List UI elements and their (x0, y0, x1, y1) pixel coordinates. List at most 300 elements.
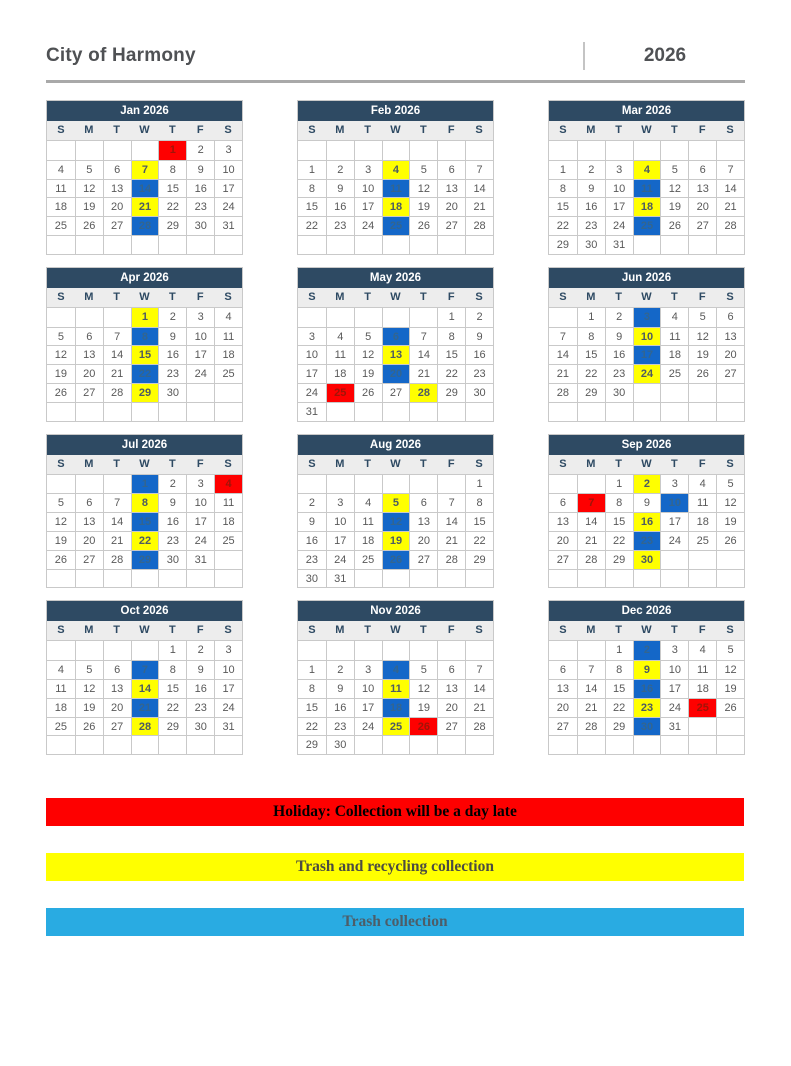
day-cell: 12 (688, 327, 716, 346)
day-cell: 23 (298, 550, 326, 569)
day-cell: 27 (75, 550, 103, 569)
day-cell: 1 (465, 475, 493, 494)
day-cell: 15 (577, 345, 605, 364)
day-cell: 25 (47, 717, 75, 736)
day-cell-empty (47, 569, 75, 588)
day-cell: 13 (716, 327, 744, 346)
weekday-label: S (308, 290, 316, 303)
day-cell-empty (326, 235, 354, 254)
day-cell: 9 (633, 493, 661, 512)
day-cell-empty (103, 235, 131, 254)
day-cell: 11 (326, 345, 354, 364)
day-cell-empty (716, 569, 744, 588)
day-cell: 24 (354, 216, 382, 235)
day-cell-empty (158, 235, 186, 254)
day-cell: 30 (186, 717, 214, 736)
weekday-label: S (475, 624, 483, 637)
day-cell-empty (75, 475, 103, 494)
day-cell: 3 (298, 327, 326, 346)
day-cell: 26 (688, 364, 716, 383)
weekday-label: T (113, 457, 120, 470)
day-cell-empty (214, 235, 242, 254)
weekday-label: S (475, 290, 483, 303)
weekday-label: T (615, 457, 622, 470)
day-cell: 18 (688, 512, 716, 531)
day-cell: 17 (214, 179, 242, 198)
day-cell: 12 (47, 512, 75, 531)
day-cell-empty (409, 569, 437, 588)
day-cell: 15 (158, 179, 186, 198)
day-cell-empty (103, 735, 131, 754)
day-cell: 18 (47, 197, 75, 216)
day-cell: 24 (354, 717, 382, 736)
day-trash: 26 (382, 550, 410, 569)
day-cell: 15 (437, 345, 465, 364)
day-cell: 10 (214, 660, 242, 679)
day-cell: 13 (103, 679, 131, 698)
day-cell: 13 (549, 512, 577, 531)
weekday-label: F (447, 290, 455, 303)
day-cell-empty (409, 141, 437, 160)
day-cell: 22 (605, 531, 633, 550)
day-cell: 2 (326, 160, 354, 179)
day-trash: 14 (131, 179, 159, 198)
day-cell: 8 (605, 493, 633, 512)
day-holiday: 4 (214, 475, 242, 494)
day-cell: 25 (660, 364, 688, 383)
day-grid (47, 641, 242, 754)
month-jul-2026 (46, 434, 243, 589)
weekday-label: S (726, 624, 734, 637)
day-cell: 30 (577, 235, 605, 254)
day-cell-empty (47, 641, 75, 660)
day-cell: 11 (688, 660, 716, 679)
weekday-label: S (57, 624, 65, 637)
day-cell: 1 (605, 475, 633, 494)
day-cell: 15 (465, 512, 493, 531)
day-cell-empty (660, 569, 688, 588)
weekday-label: T (113, 290, 120, 303)
year-label: 2026 (643, 45, 687, 66)
month-feb-2026 (297, 100, 494, 255)
day-cell-empty (382, 235, 410, 254)
day-holiday: 25 (688, 698, 716, 717)
day-trash: 11 (633, 179, 661, 198)
day-cell: 10 (214, 160, 242, 179)
day-cell: 15 (298, 197, 326, 216)
day-cell: 3 (186, 475, 214, 494)
day-cell: 13 (437, 179, 465, 198)
weekday-row (549, 288, 744, 308)
day-trash-recycling: 28 (131, 717, 159, 736)
day-cell-empty (131, 641, 159, 660)
weekday-label: W (390, 457, 401, 470)
day-cell: 8 (298, 179, 326, 198)
day-cell: 26 (660, 216, 688, 235)
day-cell-empty (465, 402, 493, 421)
day-cell: 9 (605, 327, 633, 346)
day-cell: 1 (298, 660, 326, 679)
day-cell: 2 (186, 641, 214, 660)
day-cell: 23 (158, 364, 186, 383)
month-title: Oct 2026 (47, 601, 242, 621)
day-cell: 15 (605, 679, 633, 698)
day-cell-empty (437, 569, 465, 588)
day-cell: 28 (549, 383, 577, 402)
day-cell-empty (660, 735, 688, 754)
day-cell: 22 (605, 698, 633, 717)
day-trash-recycling: 7 (131, 160, 159, 179)
weekday-label: S (726, 290, 734, 303)
day-cell: 27 (549, 717, 577, 736)
day-cell-empty (716, 735, 744, 754)
weekday-label: F (196, 457, 204, 470)
day-cell-empty (605, 402, 633, 421)
day-cell: 7 (465, 160, 493, 179)
day-cell: 4 (47, 160, 75, 179)
day-cell: 31 (214, 717, 242, 736)
day-cell-empty (409, 235, 437, 254)
day-cell: 28 (465, 717, 493, 736)
day-cell-empty (186, 383, 214, 402)
day-cell-empty (186, 402, 214, 421)
day-cell: 15 (158, 679, 186, 698)
day-cell-empty (633, 402, 661, 421)
day-cell: 8 (577, 327, 605, 346)
day-trash-recycling: 9 (633, 660, 661, 679)
day-cell: 27 (716, 364, 744, 383)
day-cell: 1 (437, 308, 465, 327)
day-cell-empty (437, 475, 465, 494)
day-cell-empty (186, 735, 214, 754)
day-cell: 29 (158, 216, 186, 235)
day-cell: 27 (103, 216, 131, 235)
day-cell-empty (633, 141, 661, 160)
day-cell-empty (633, 735, 661, 754)
day-cell: 18 (214, 512, 242, 531)
month-apr-2026 (46, 267, 243, 422)
day-cell: 13 (688, 179, 716, 198)
day-grid (47, 475, 242, 588)
day-cell-empty (688, 550, 716, 569)
day-cell: 9 (577, 179, 605, 198)
month-title: Nov 2026 (298, 601, 493, 621)
weekday-label: F (698, 290, 706, 303)
day-cell: 6 (75, 493, 103, 512)
day-cell: 1 (549, 160, 577, 179)
day-cell: 14 (465, 179, 493, 198)
day-cell-empty (688, 569, 716, 588)
day-grid (549, 308, 744, 421)
weekday-label: S (726, 457, 734, 470)
day-cell: 5 (660, 160, 688, 179)
weekday-label: M (335, 124, 345, 136)
day-cell: 12 (75, 179, 103, 198)
day-cell-empty (354, 141, 382, 160)
day-cell: 19 (47, 364, 75, 383)
day-cell: 9 (326, 679, 354, 698)
month-mar-2026 (548, 100, 745, 255)
day-cell: 28 (103, 550, 131, 569)
day-cell: 18 (214, 345, 242, 364)
day-cell: 18 (354, 531, 382, 550)
day-cell: 18 (47, 698, 75, 717)
day-trash-recycling: 24 (633, 364, 661, 383)
day-cell: 19 (716, 512, 744, 531)
day-cell-empty (354, 402, 382, 421)
day-cell: 17 (660, 512, 688, 531)
day-cell-empty (688, 235, 716, 254)
day-cell-empty (326, 641, 354, 660)
day-cell: 18 (660, 345, 688, 364)
day-cell: 10 (660, 660, 688, 679)
weekday-label: F (447, 124, 455, 136)
weekday-label: S (57, 290, 65, 303)
day-cell-empty (47, 235, 75, 254)
day-cell: 26 (716, 698, 744, 717)
weekday-label: W (390, 290, 401, 303)
day-trash: 3 (633, 308, 661, 327)
day-cell-empty (577, 735, 605, 754)
day-grid (549, 475, 744, 588)
day-cell: 7 (409, 327, 437, 346)
day-trash: 12 (382, 512, 410, 531)
day-cell-empty (47, 735, 75, 754)
day-cell: 25 (354, 550, 382, 569)
month-title: Jun 2026 (549, 268, 744, 288)
day-cell: 17 (354, 698, 382, 717)
weekday-label: W (139, 290, 150, 303)
day-cell-empty (382, 402, 410, 421)
day-cell: 20 (437, 197, 465, 216)
day-cell: 11 (47, 179, 75, 198)
day-cell-empty (382, 569, 410, 588)
day-trash: 20 (382, 364, 410, 383)
day-cell: 4 (326, 327, 354, 346)
day-cell-empty (577, 475, 605, 494)
day-cell-empty (354, 475, 382, 494)
day-cell: 17 (326, 531, 354, 550)
month-title: Jan 2026 (47, 101, 242, 121)
day-cell-empty (103, 569, 131, 588)
month-may-2026 (297, 267, 494, 422)
day-cell: 20 (549, 698, 577, 717)
day-cell: 16 (186, 179, 214, 198)
day-cell-empty (298, 641, 326, 660)
day-trash: 28 (131, 216, 159, 235)
day-cell: 30 (186, 216, 214, 235)
day-cell-empty (633, 235, 661, 254)
weekday-label: S (308, 457, 316, 470)
day-cell: 19 (409, 197, 437, 216)
weekday-label: T (168, 624, 176, 637)
day-grid (298, 141, 493, 254)
day-cell: 6 (437, 660, 465, 679)
day-cell: 5 (409, 660, 437, 679)
day-cell: 17 (660, 679, 688, 698)
day-cell: 16 (158, 512, 186, 531)
day-cell: 10 (186, 493, 214, 512)
day-trash: 4 (382, 660, 410, 679)
day-trash: 16 (633, 679, 661, 698)
day-cell-empty (103, 641, 131, 660)
day-cell: 26 (75, 717, 103, 736)
day-cell: 7 (716, 160, 744, 179)
day-cell: 20 (688, 197, 716, 216)
weekday-label: S (224, 124, 232, 136)
day-cell-empty (326, 475, 354, 494)
day-cell: 2 (158, 308, 186, 327)
day-trash-recycling: 22 (131, 531, 159, 550)
weekday-row (47, 288, 242, 308)
day-cell: 14 (577, 512, 605, 531)
day-cell-empty (716, 383, 744, 402)
day-cell: 25 (214, 531, 242, 550)
day-cell-empty (549, 641, 577, 660)
day-cell-empty (47, 141, 75, 160)
weekday-label: T (419, 457, 427, 470)
day-cell: 23 (465, 364, 493, 383)
day-cell: 29 (158, 717, 186, 736)
month-nov-2026 (297, 600, 494, 755)
day-cell: 8 (437, 327, 465, 346)
month-title: Apr 2026 (47, 268, 242, 288)
day-cell-empty (103, 402, 131, 421)
header-rule (46, 80, 745, 83)
day-cell-empty (214, 383, 242, 402)
day-cell: 30 (298, 569, 326, 588)
day-cell: 24 (298, 383, 326, 402)
day-cell: 4 (214, 308, 242, 327)
day-cell: 25 (47, 216, 75, 235)
day-cell: 26 (409, 216, 437, 235)
day-cell: 26 (354, 383, 382, 402)
day-cell: 9 (298, 512, 326, 531)
day-grid (298, 475, 493, 588)
day-cell: 7 (577, 660, 605, 679)
header (0, 42, 791, 83)
weekday-label: W (641, 290, 652, 303)
day-grid (47, 308, 242, 421)
day-trash-recycling: 4 (633, 160, 661, 179)
day-cell-empty (326, 141, 354, 160)
day-cell: 12 (75, 679, 103, 698)
header-row (46, 42, 745, 70)
day-trash: 1 (131, 475, 159, 494)
weekday-label: W (641, 624, 652, 637)
day-cell: 11 (214, 493, 242, 512)
day-cell: 5 (75, 160, 103, 179)
day-cell: 21 (409, 364, 437, 383)
day-cell-empty (409, 402, 437, 421)
day-cell-empty (326, 402, 354, 421)
weekday-label: T (670, 624, 678, 637)
page-title: City of Harmony (46, 45, 196, 66)
day-cell: 6 (103, 160, 131, 179)
day-cell: 17 (186, 512, 214, 531)
day-cell: 23 (186, 197, 214, 216)
day-cell: 7 (549, 327, 577, 346)
weekday-label: S (726, 124, 734, 136)
day-trash-recycling: 13 (382, 345, 410, 364)
month-oct-2026 (46, 600, 243, 755)
day-cell-empty (577, 641, 605, 660)
day-cell: 6 (688, 160, 716, 179)
day-cell-empty (158, 735, 186, 754)
day-cell: 27 (382, 383, 410, 402)
weekday-label: F (196, 290, 204, 303)
day-cell: 18 (688, 679, 716, 698)
day-cell: 21 (549, 364, 577, 383)
day-cell: 5 (409, 160, 437, 179)
day-cell-empty (660, 550, 688, 569)
day-trash-recycling: 14 (131, 679, 159, 698)
day-cell: 2 (326, 660, 354, 679)
day-cell-empty (577, 402, 605, 421)
day-cell: 12 (354, 345, 382, 364)
day-cell: 19 (354, 364, 382, 383)
day-cell: 6 (549, 493, 577, 512)
day-cell: 30 (326, 735, 354, 754)
weekday-label: T (364, 124, 371, 136)
day-trash: 30 (633, 717, 661, 736)
day-cell: 27 (75, 383, 103, 402)
weekday-label: S (224, 290, 232, 303)
day-cell: 13 (437, 679, 465, 698)
day-holiday: 25 (326, 383, 354, 402)
day-trash-recycling: 25 (382, 717, 410, 736)
day-cell: 8 (158, 660, 186, 679)
day-cell: 22 (158, 197, 186, 216)
day-trash-recycling: 16 (633, 512, 661, 531)
day-cell: 31 (605, 235, 633, 254)
day-cell: 31 (186, 550, 214, 569)
day-trash: 25 (382, 216, 410, 235)
day-cell: 14 (716, 179, 744, 198)
day-cell: 15 (605, 512, 633, 531)
day-trash-recycling: 30 (633, 550, 661, 569)
day-trash-recycling: 15 (131, 345, 159, 364)
weekday-label: T (168, 457, 176, 470)
day-cell: 10 (354, 679, 382, 698)
weekday-label: T (168, 124, 176, 136)
day-cell: 10 (354, 179, 382, 198)
day-trash-recycling: 2 (633, 475, 661, 494)
day-cell: 10 (298, 345, 326, 364)
weekday-label: W (139, 457, 150, 470)
day-trash-recycling: 19 (382, 531, 410, 550)
day-cell: 14 (103, 512, 131, 531)
day-cell: 3 (660, 641, 688, 660)
day-cell: 6 (716, 308, 744, 327)
day-cell-empty (382, 141, 410, 160)
day-cell: 29 (605, 550, 633, 569)
month-title: Mar 2026 (549, 101, 744, 121)
day-cell: 9 (186, 160, 214, 179)
day-cell: 1 (158, 641, 186, 660)
day-cell: 24 (326, 550, 354, 569)
day-cell: 3 (214, 641, 242, 660)
day-cell: 22 (577, 364, 605, 383)
day-cell-empty (158, 569, 186, 588)
day-cell-empty (47, 475, 75, 494)
day-cell: 29 (577, 383, 605, 402)
day-cell: 24 (214, 698, 242, 717)
day-trash-recycling: 10 (633, 327, 661, 346)
day-cell-empty (214, 735, 242, 754)
day-cell-empty (354, 235, 382, 254)
day-cell: 3 (354, 160, 382, 179)
